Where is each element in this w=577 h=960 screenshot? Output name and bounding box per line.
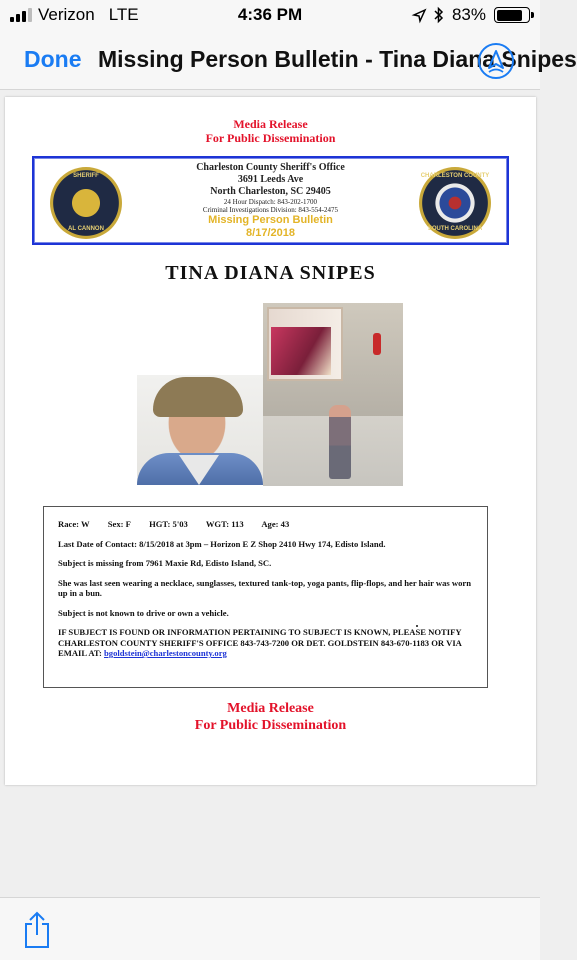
last-contact-text: Last Date of Contact: 8/15/2018 at 3pm – Horizon E Z Shop 2410 Hwy 174, Edisto Island. (58, 538, 386, 549)
share-button[interactable] (22, 911, 52, 954)
media-release-footer (5, 700, 536, 734)
county-seal-icon (419, 167, 491, 239)
sheriff-office-banner (32, 156, 509, 245)
bulletin-date: 8/17/2018 (246, 227, 295, 239)
media-release-footer-label: Media Release (227, 701, 314, 716)
subject-height: HGT: 5'03 (149, 519, 188, 529)
missing-from-text: Subject is missing from 7961 Maxie Rd, Edisto Island, SC. (58, 558, 272, 568)
network-type: LTE (108, 5, 139, 24)
status-right (413, 5, 530, 25)
office-city: North Charleston, SC 29405 (210, 186, 331, 197)
subject-details-box (43, 506, 488, 688)
bluetooth-icon (434, 7, 444, 23)
media-release-label: Media Release (233, 117, 308, 131)
bulletin-document[interactable] (5, 97, 536, 785)
subject-sex: Sex: F (107, 519, 131, 529)
status-bar (0, 0, 540, 32)
public-dissemination-footer-label: For Public Dissemination (194, 718, 347, 733)
sheriff-badge-seal-icon (50, 167, 122, 239)
notice-text: IF SUBJECT IS FOUND OR INFORMATION PERTAINING TO SUBJECT IS KNOWN, PLEASE NOTIFY CHARLESTON COUNTY SHERIFF'S OFFICE 843-743-7200 OR DET. GOLDSTEIN 843-670-1183 OR VIA EMAIL AT: (58, 627, 462, 658)
subject-weight: WGT: 113 (205, 519, 244, 529)
seal-left-bottom-text: AL CANNON (68, 226, 104, 232)
markup-pen-icon (486, 50, 506, 74)
cid-phone: Criminal Investigations Division: 843-554-2475 (202, 206, 339, 214)
navigation-bar (0, 32, 577, 90)
banner-text (144, 162, 397, 240)
last-seen-text: She was last seen wearing a necklace, sunglasses, textured tank-top, yoga pants, flip-flops, and her hair was worn up in a bun. (58, 577, 472, 598)
document-title: Missing Person Bulletin - Tina Diana Snipes (98, 46, 577, 72)
surveillance-photo (263, 303, 403, 486)
bottom-toolbar (0, 897, 540, 960)
markup-button[interactable] (478, 43, 514, 79)
subject-name: TINA DIANA SNIPES (165, 262, 376, 284)
carrier-name: Verizon (38, 5, 95, 24)
vehicle-text: Subject is not known to drive or own a vehicle. (58, 607, 229, 618)
done-button[interactable]: Done (24, 46, 82, 72)
status-time: 4:36 PM (237, 5, 303, 24)
seal-right-top-text: CHARLESTON COUNTY (420, 173, 490, 179)
email-link[interactable]: bgoldstein@charlestoncounty.org (104, 648, 227, 658)
public-dissemination-label: For Public Dissemination (205, 131, 336, 145)
subject-stats-row (58, 519, 475, 530)
office-name: Charleston County Sheriff's Office (196, 162, 345, 173)
share-icon (22, 911, 52, 949)
stray-dot (416, 625, 418, 627)
subject-age: Age: 43 (261, 519, 290, 529)
subject-portrait-photo (137, 375, 263, 485)
office-street: 3691 Leeds Ave (237, 174, 304, 185)
seal-right-bottom-text: SOUTH CAROLINA (427, 226, 483, 232)
dispatch-phone: 24 Hour Dispatch: 843-202-1700 (223, 198, 318, 206)
battery-percent: 83% (451, 5, 486, 24)
bulletin-title: Missing Person Bulletin (208, 214, 333, 226)
subject-race: Race: W (58, 519, 90, 529)
seal-left-top-text: SHERIFF (73, 173, 99, 179)
battery-icon (494, 7, 530, 23)
contact-notice (58, 627, 475, 659)
media-release-header (5, 117, 536, 145)
location-arrow-icon (413, 9, 426, 22)
